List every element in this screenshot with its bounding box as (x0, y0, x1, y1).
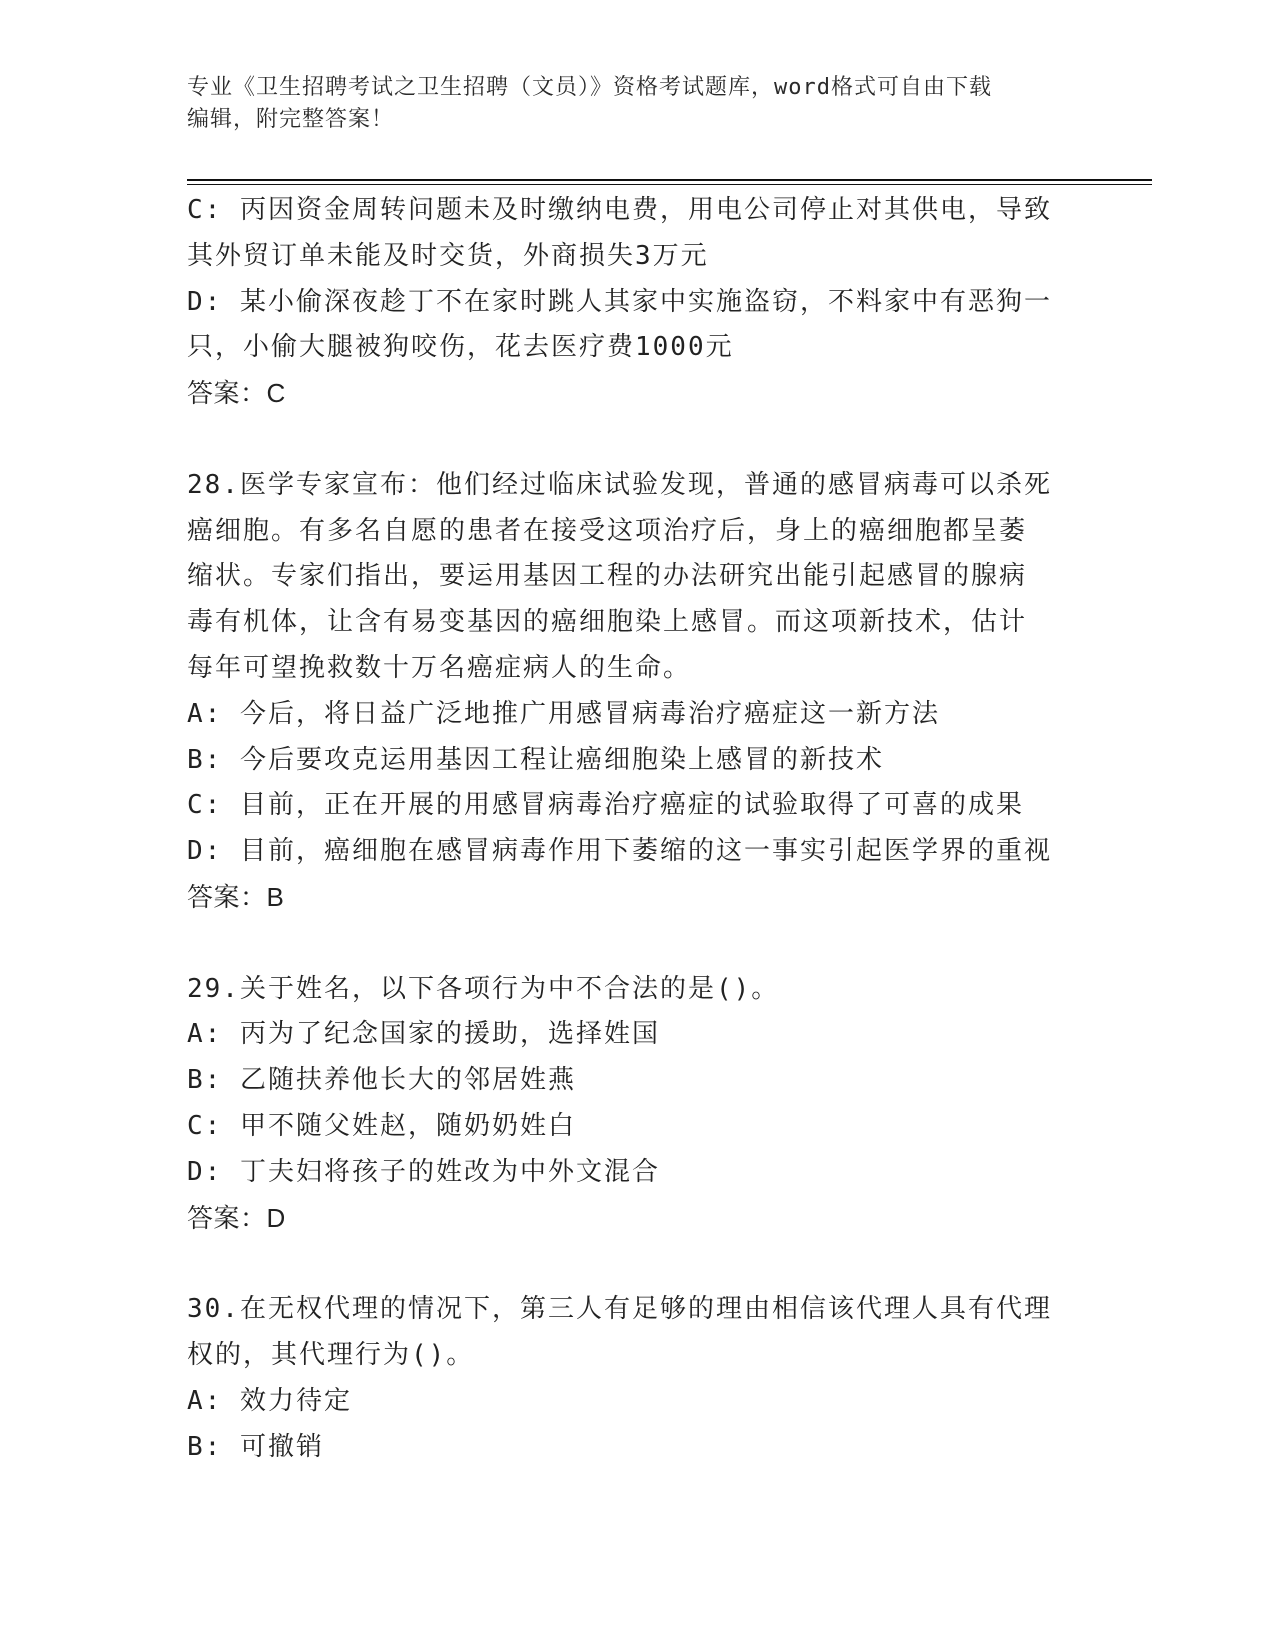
q30-stem-line-1: 30.在无权代理的情况下，第三人有足够的理由相信该代理人具有代理 (187, 1294, 1052, 1325)
header-divider-thin (187, 184, 1152, 185)
q28-option-a: A: 今后，将日益广泛地推广用感冒病毒治疗癌症这一新方法 (187, 698, 940, 729)
q28-stem-line-2: 癌细胞。有多名自愿的患者在接受这项治疗后，身上的癌细胞都呈萎 (187, 515, 1028, 546)
question-27 (187, 188, 1087, 417)
q28-option-c: C: 目前，正在开展的用感冒病毒治疗癌症的试验取得了可喜的成果 (187, 790, 1024, 821)
q29-stem: 29.关于姓名，以下各项行为中不合法的是()。 (187, 973, 780, 1004)
q29-answer: 答案：D (187, 1202, 286, 1233)
spacer (187, 921, 1087, 967)
spacer (187, 417, 1087, 463)
header-line-2: 编辑，附完整答案！ (187, 107, 395, 132)
q28-stem-line-4: 毒有机体，让含有易变基因的癌细胞染上感冒。而这项新技术，估计 (187, 607, 1028, 638)
page-header (187, 72, 1087, 136)
spacer (187, 1241, 1087, 1287)
q29-option-a: A: 丙为了纪念国家的援助，选择姓国 (187, 1019, 660, 1050)
question-content (187, 188, 1087, 1470)
header-line-1: 专业《卫生招聘考试之卫生招聘（文员）》资格考试题库，word格式可自由下载 (187, 75, 992, 100)
q27-option-c-line-1: C: 丙因资金周转问题未及时缴纳电费，用电公司停止对其供电，导致 (187, 195, 1052, 225)
q30-option-a: A: 效力待定 (187, 1385, 352, 1416)
q28-stem-line-3: 缩状。专家们指出，要运用基因工程的办法研究出能引起感冒的腺病 (187, 561, 1028, 592)
q27-option-d-line-1: D: 某小偷深夜趁丁不在家时跳人其家中实施盗窃，不料家中有恶狗一 (187, 286, 1052, 317)
q28-stem-line-1: 28.医学专家宣布：他们经过临床试验发现，普通的感冒病毒可以杀死 (187, 469, 1052, 500)
q27-option-d-line-2: 只，小偷大腿被狗咬伤，花去医疗费1000元 (187, 332, 734, 363)
q28-option-b: B: 今后要攻克运用基因工程让癌细胞染上感冒的新技术 (187, 744, 884, 775)
header-divider-thick (187, 179, 1152, 181)
q28-answer: 答案：B (187, 881, 285, 912)
question-29 (187, 967, 1087, 1242)
q27-option-c-line-2: 其外贸订单未能及时交货，外商损失3万元 (187, 240, 709, 271)
q29-option-b: B: 乙随扶养他长大的邻居姓燕 (187, 1065, 576, 1096)
q30-stem-line-2: 权的，其代理行为()。 (187, 1339, 475, 1370)
q27-answer: 答案：C (187, 378, 286, 409)
q28-option-d: D: 目前，癌细胞在感冒病毒作用下萎缩的这一事实引起医学界的重视 (187, 836, 1052, 867)
q30-option-b: B: 可撤销 (187, 1431, 324, 1462)
q29-option-d: D: 丁夫妇将孩子的姓改为中外文混合 (187, 1156, 660, 1187)
q29-option-c: C: 甲不随父姓赵，随奶奶姓白 (187, 1110, 576, 1141)
q28-stem-line-5: 每年可望挽救数十万名癌症病人的生命。 (187, 652, 692, 683)
question-28 (187, 463, 1087, 921)
question-30 (187, 1287, 1087, 1470)
